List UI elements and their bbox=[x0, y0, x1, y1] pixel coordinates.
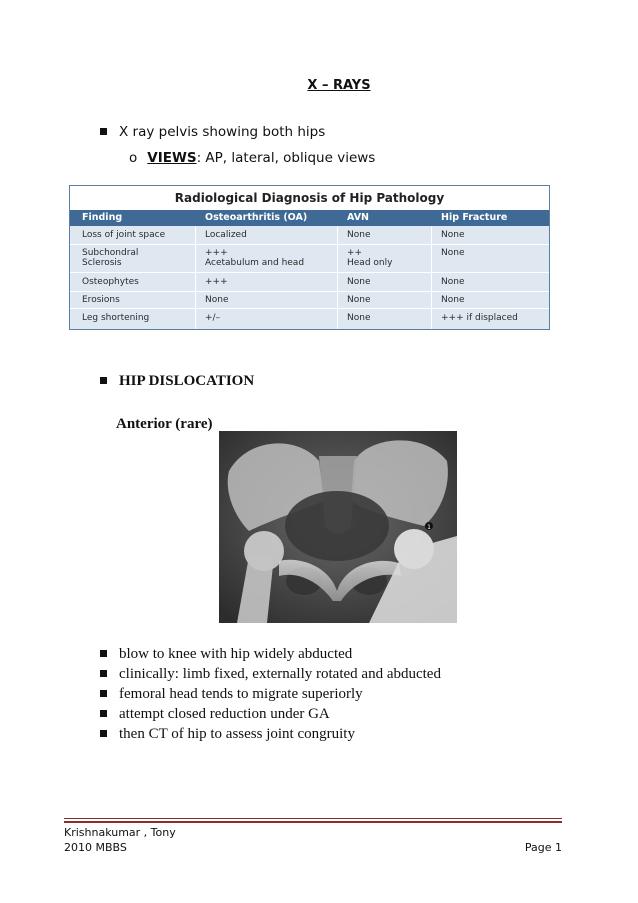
table-cell: +/– bbox=[205, 313, 221, 323]
pelvis-xray-image bbox=[219, 431, 457, 623]
table-cell: Subchondral Sclerosis bbox=[82, 248, 139, 268]
subheading: Anterior (rare) bbox=[116, 416, 213, 432]
header-avn: AVN bbox=[347, 212, 370, 223]
xray-drawing bbox=[219, 431, 457, 623]
list-item-text: blow to knee with hip widely abducted bbox=[119, 646, 353, 662]
footer-divider bbox=[64, 818, 562, 819]
table-cell: Erosions bbox=[82, 295, 120, 305]
table-cell: None bbox=[347, 313, 371, 323]
row-divider bbox=[70, 272, 549, 273]
square-bullet-icon bbox=[100, 730, 107, 737]
square-bullet-icon bbox=[100, 128, 107, 135]
list-item bbox=[100, 646, 352, 663]
table-cell: Loss of joint space bbox=[82, 230, 166, 240]
bullet-text: X ray pelvis showing both hips bbox=[119, 124, 326, 140]
table-cell: Osteophytes bbox=[82, 277, 139, 287]
square-bullet-icon bbox=[100, 710, 107, 717]
xray-marker-label: 1 bbox=[427, 524, 431, 531]
table-cell: +++ Acetabulum and head bbox=[205, 248, 305, 268]
square-bullet-icon bbox=[100, 377, 107, 384]
row-divider bbox=[70, 308, 549, 309]
table-header-row bbox=[70, 210, 549, 226]
header-hip-fracture: Hip Fracture bbox=[441, 212, 508, 223]
views-label: VIEWS bbox=[147, 150, 197, 166]
table-cell: None bbox=[347, 230, 371, 240]
table-cell: Leg shortening bbox=[82, 313, 150, 323]
table-cell: None bbox=[347, 295, 371, 305]
column-divider bbox=[195, 226, 196, 329]
table-caption: Radiological Diagnosis of Hip Pathology bbox=[70, 186, 549, 211]
table-cell: +++ if displaced bbox=[441, 313, 518, 323]
header-oa: Osteoarthritis (OA) bbox=[205, 212, 308, 223]
list-item-text: then CT of hip to assess joint congruity bbox=[119, 726, 355, 742]
table-cell: None bbox=[441, 295, 465, 305]
hip-pathology-table bbox=[69, 185, 550, 330]
row-divider bbox=[70, 291, 549, 292]
table-cell: ++ Head only bbox=[347, 248, 393, 268]
list-item-text: clinically: limb fixed, externally rotated and abducted bbox=[119, 666, 441, 682]
sub-bullet-views bbox=[129, 150, 375, 166]
bullet-xray-pelvis bbox=[100, 124, 325, 140]
page-title: X – RAYS bbox=[307, 78, 371, 93]
footer-divider bbox=[64, 821, 562, 823]
footer-course: 2010 MBBS bbox=[64, 841, 127, 854]
table-cell: None bbox=[205, 295, 229, 305]
footer-author: Krishnakumar , Tony bbox=[64, 826, 176, 839]
table-cell: None bbox=[347, 277, 371, 287]
page-number: Page 1 bbox=[524, 841, 562, 854]
list-item bbox=[100, 686, 363, 703]
table-cell: None bbox=[441, 230, 465, 240]
list-item-text: attempt closed reduction under GA bbox=[119, 706, 330, 722]
table-cell: +++ bbox=[205, 277, 228, 287]
square-bullet-icon bbox=[100, 650, 107, 657]
row-divider bbox=[70, 244, 549, 245]
list-item bbox=[100, 666, 441, 683]
table-cell: None bbox=[441, 248, 465, 258]
square-bullet-icon bbox=[100, 690, 107, 697]
column-divider bbox=[337, 226, 338, 329]
square-bullet-icon bbox=[100, 670, 107, 677]
views-text: : AP, lateral, oblique views bbox=[196, 150, 376, 166]
list-item bbox=[100, 726, 355, 743]
column-divider bbox=[431, 226, 432, 329]
table-cell: None bbox=[441, 277, 465, 287]
circle-bullet-icon: o bbox=[129, 150, 138, 166]
header-finding: Finding bbox=[82, 212, 123, 223]
list-item-text: femoral head tends to migrate superiorly bbox=[119, 686, 363, 702]
section-heading-text: HIP DISLOCATION bbox=[119, 373, 255, 389]
table-cell: Localized bbox=[205, 230, 247, 240]
list-item bbox=[100, 706, 330, 723]
section-heading bbox=[100, 373, 254, 390]
